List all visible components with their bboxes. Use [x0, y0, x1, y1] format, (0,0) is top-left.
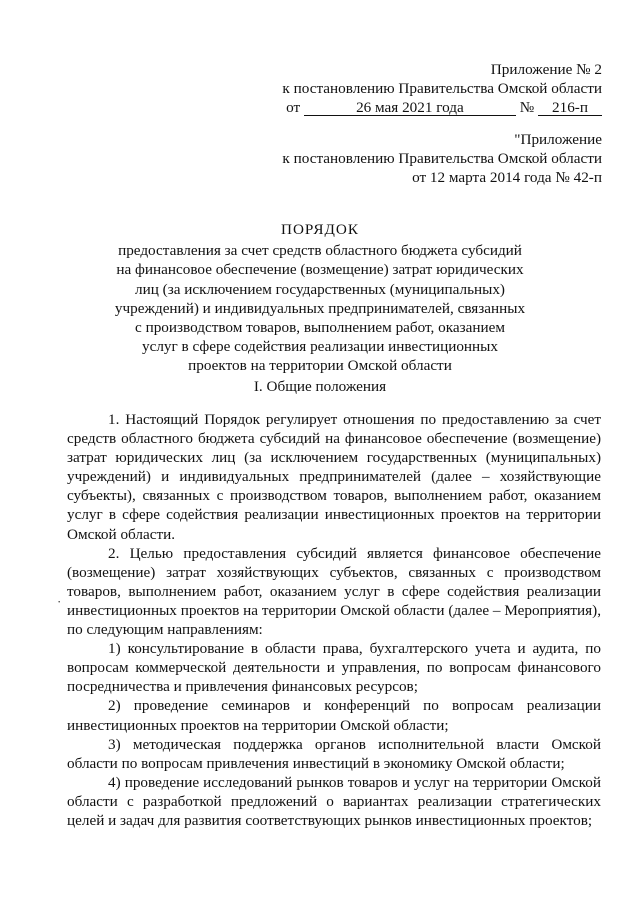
title-line: предоставления за счет средств областного бюджета субсидий — [118, 242, 522, 260]
number-field: 216-п — [538, 100, 602, 116]
date-field: 26 мая 2021 года — [304, 100, 516, 116]
date-prefix: от — [286, 99, 301, 116]
list-item-4: 4) проведение исследований рынков товаров и услуг на территории Омской области с разработкой предложений о вариантах реализации стратегических целей и задач для развития соответствующих рынков инвестиционных проектов; — [67, 773, 601, 829]
original-appendix-date: от 12 марта 2014 года № 42-п — [412, 169, 602, 186]
original-appendix-reference: к постановлению Правительства Омской области — [282, 150, 602, 167]
title-line: с производством товаров, выполнением работ, оказанием — [135, 319, 505, 337]
paragraph-2: 2. Целью предоставления субсидий является финансовое обеспечение (возмещение) затрат хозяйствующих субъектов, связанных с производством товаров, выполнением работ, оказанием услуг в сфере содействия реализации инвестиционных проектов на территории Омской области (далее – Мероприятия), по следующим направлениям: — [67, 544, 601, 639]
title-line: лиц (за исключением государственных (муниципальных) — [135, 280, 505, 298]
original-appendix-label: "Приложение — [514, 131, 602, 148]
document-title — [0, 220, 640, 376]
title-line: на финансовое обеспечение (возмещение) затрат юридических — [116, 261, 524, 279]
list-item-3: 3) методическая поддержка органов исполнительной власти Омской области по вопросам привлечения инвестиций в экономику Омской области; — [67, 735, 601, 772]
title-line: проектов на территории Омской области — [188, 357, 452, 375]
appendix-reference: к постановлению Правительства Омской области — [282, 80, 602, 97]
appendix-header — [282, 60, 602, 117]
number-sign: № — [519, 99, 535, 116]
section-heading: I. Общие положения — [253, 378, 387, 395]
appendix-number: Приложение № 2 — [490, 61, 602, 78]
appendix-date-line — [282, 98, 602, 117]
title-line: учреждений) и индивидуальных предпринимателей, связанных — [114, 299, 526, 317]
paragraph-1: 1. Настоящий Порядок регулирует отношения по предоставлению за счет средств областного бюджета субсидий на финансовое обеспечение (возмещение) затрат юридических лиц (за исключением государственных (муниципальных) учреждений) и индивидуальных предпринимателей (далее – хозяйствующие субъекты), связанных с производством товаров, выполнением работ, оказанием услуг в сфере содействия реализации инвестиционных проектов на территории Омской области. — [67, 411, 601, 543]
title-heading: ПОРЯДОК — [280, 221, 359, 238]
list-item-2: 2) проведение семинаров и конференций по вопросам реализации инвестиционных проектов на территории Омской области; — [67, 697, 601, 734]
original-appendix-header — [282, 130, 602, 187]
document-body — [67, 410, 601, 830]
list-item-1: 1) консультирование в области права, бухгалтерского учета и аудита, по вопросам коммерческой деятельности и управления, по вопросам финансового посредничества и привлечения финансовых ресурсов; — [67, 640, 601, 696]
title-line: услуг в сфере содействия реализации инвестиционных — [142, 338, 498, 356]
margin-mark: · — [57, 594, 62, 609]
